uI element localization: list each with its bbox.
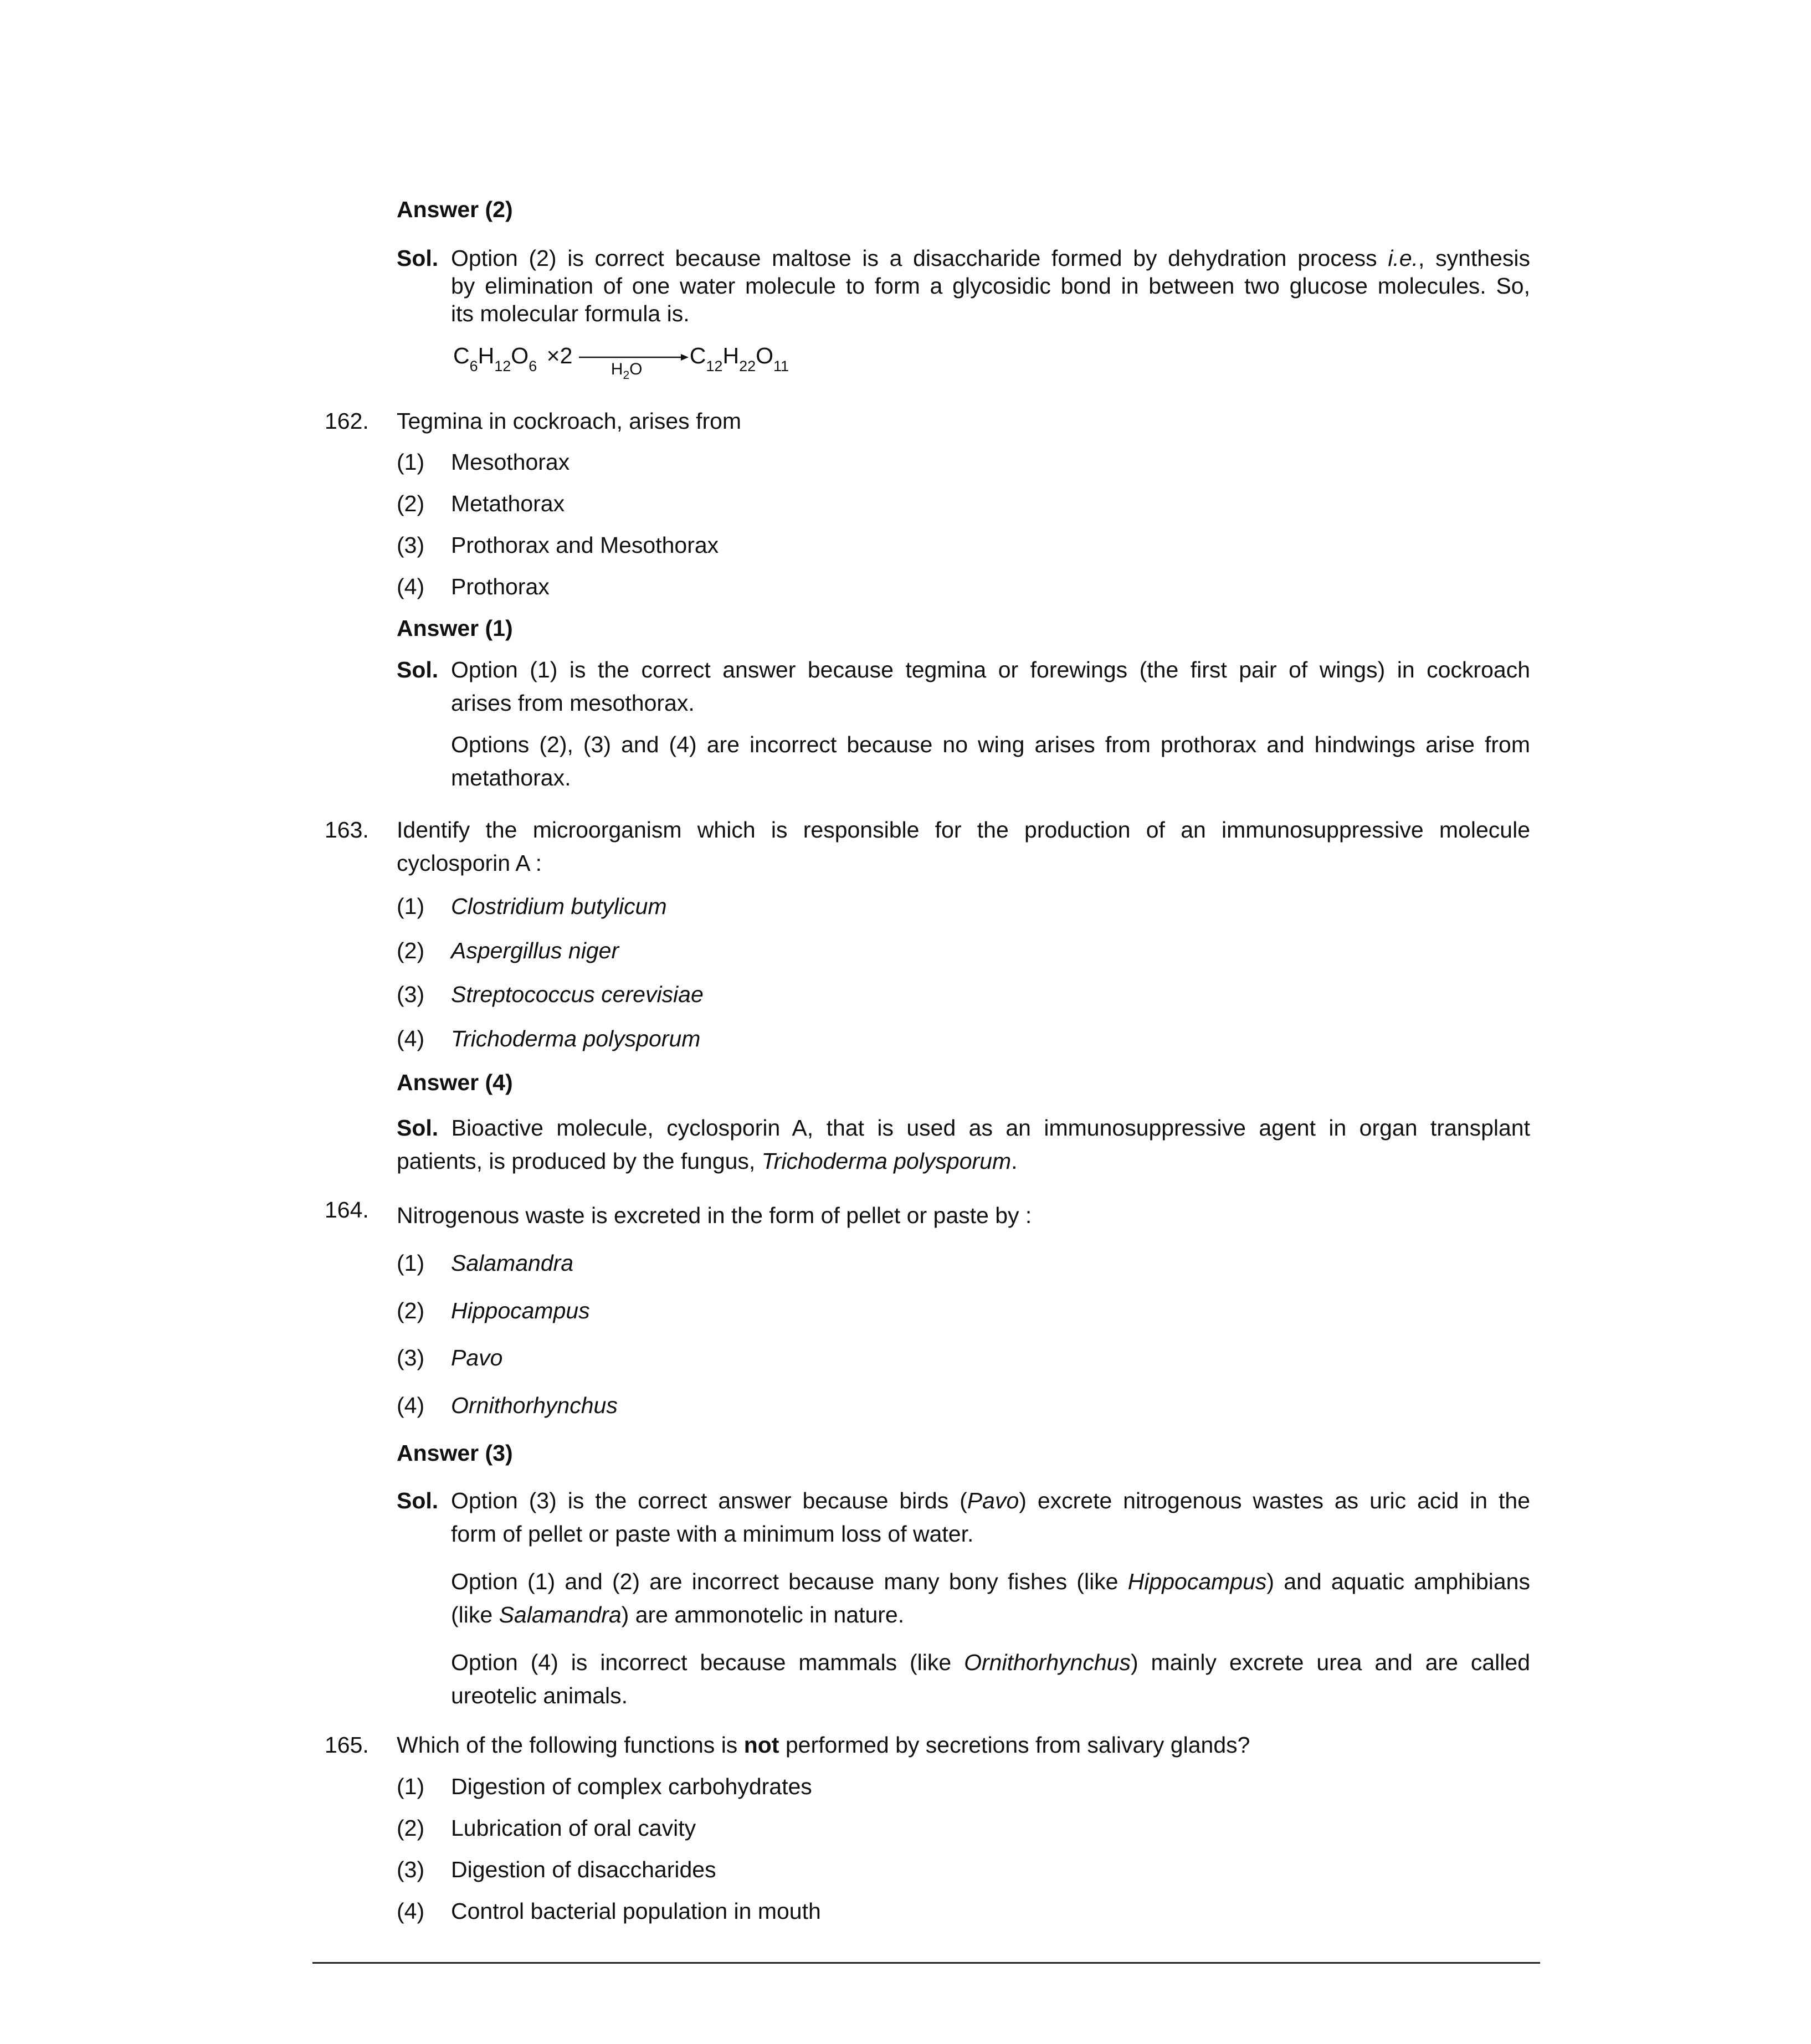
option-165-3: Digestion of disaccharides bbox=[451, 1857, 716, 1882]
sol-164-line-1: Option (3) is the correct answer because birds (Pavo) excrete nitrogenous wastes as uric acid in the bbox=[451, 1488, 1530, 1513]
option-162-4-num: (4) bbox=[397, 574, 425, 599]
sol-164-line-5: Option (4) is incorrect because mammals (like Ornithorhynchus) mainly excrete urea and are called bbox=[451, 1650, 1531, 1675]
option-165-2-num: (2) bbox=[397, 1815, 425, 1841]
question-164-text: Nitrogenous waste is excreted in the form of pellet or paste by : bbox=[397, 1203, 1032, 1228]
maltose-equation: $C_6H_{12}O_6 \times 2$ $H_2O$ $C_{12}H_{22}O_{11}$ bbox=[453, 339, 789, 375]
question-number-163: 163. bbox=[325, 817, 369, 843]
sol-164-line-3: Option (1) and (2) are incorrect because many bony fishes (like Hippocampus) and aquatic amphibians bbox=[451, 1569, 1530, 1594]
option-165-4-num: (4) bbox=[397, 1898, 425, 1924]
sol-label-164: Sol. bbox=[397, 1488, 439, 1513]
sol-163-line-2: patients, is produced by the fungus, Trichoderma polysporum. bbox=[397, 1148, 1018, 1174]
question-165-text: Which of the following functions is not performed by secretions from salivary glands? bbox=[397, 1732, 1250, 1758]
option-164-2-num: (2) bbox=[397, 1298, 425, 1323]
option-164-3-num: (3) bbox=[397, 1345, 425, 1370]
sol-164-line-4: (like Salamandra) are ammonotelic in nature. bbox=[451, 1602, 905, 1627]
question-number-164: 164. bbox=[325, 1197, 369, 1223]
sol-161-line-1: Option (2) is correct because maltose is a disaccharide formed by dehydration process i.e., synthesis bbox=[451, 245, 1530, 271]
option-162-1: Mesothorax bbox=[451, 449, 570, 475]
option-164-2: Hippocampus bbox=[451, 1298, 590, 1323]
question-163-line-2: cyclosporin A : bbox=[397, 850, 542, 876]
option-163-2-num: (2) bbox=[397, 938, 425, 963]
option-162-4: Prothorax bbox=[451, 574, 550, 599]
arrow-label: $H_2O$ bbox=[610, 360, 643, 382]
option-165-2: Lubrication of oral cavity bbox=[451, 1815, 696, 1841]
sol-162-line-3: Options (2), (3) and (4) are incorrect because no wing arises from prothorax and hindwings arise from bbox=[451, 732, 1530, 757]
option-162-2: Metathorax bbox=[451, 491, 565, 516]
answer-163: Answer (4) bbox=[397, 1070, 513, 1095]
option-163-4-num: (4) bbox=[397, 1026, 425, 1051]
question-162-text: Tegmina in cockroach, arises from bbox=[397, 408, 742, 434]
sol-164-line-6: ureotelic animals. bbox=[451, 1683, 628, 1708]
option-162-1-num: (1) bbox=[397, 449, 425, 475]
option-164-1-num: (1) bbox=[397, 1250, 425, 1276]
question-number-162: 162. bbox=[325, 408, 369, 434]
sol-161-line-3: its molecular formula is. bbox=[451, 301, 690, 326]
option-162-3-num: (3) bbox=[397, 532, 425, 558]
option-165-3-num: (3) bbox=[397, 1857, 425, 1882]
question-number-165: 165. bbox=[325, 1732, 369, 1758]
sol-162-line-2: arises from mesothorax. bbox=[451, 690, 695, 716]
option-163-1-num: (1) bbox=[397, 893, 425, 919]
option-162-2-num: (2) bbox=[397, 491, 425, 516]
sol-163-line-1: Sol. Bioactive molecule, cyclosporin A, that is used as an immunosuppressive agent in organ transplant bbox=[397, 1115, 1530, 1141]
option-165-1: Digestion of complex carbohydrates bbox=[451, 1774, 812, 1799]
option-165-4: Control bacterial population in mouth bbox=[451, 1898, 821, 1924]
option-164-1: Salamandra bbox=[451, 1250, 574, 1276]
question-163-line-1: Identify the microorganism which is responsible for the production of an immunosuppressive molecule bbox=[397, 817, 1530, 843]
option-163-3-num: (3) bbox=[397, 982, 425, 1007]
option-163-4: Trichoderma polysporum bbox=[451, 1026, 701, 1051]
option-163-2: Aspergillus niger bbox=[451, 938, 619, 963]
sol-161-line-2: by elimination of one water molecule to form a glycosidic bond in between two glucose molecules. So, bbox=[451, 273, 1530, 299]
sol-162-line-1: Option (1) is the correct answer because tegmina or forewings (the first pair of wings) in cockroach bbox=[451, 657, 1530, 682]
sol-label-162: Sol. bbox=[397, 657, 439, 682]
option-164-3: Pavo bbox=[451, 1345, 503, 1370]
sol-162-line-4: metathorax. bbox=[451, 765, 571, 790]
answer-164: Answer (3) bbox=[397, 1440, 513, 1466]
footer-rule bbox=[312, 1962, 1540, 1964]
answer-161: Answer (2) bbox=[397, 197, 513, 222]
option-165-1-num: (1) bbox=[397, 1774, 425, 1799]
answer-162: Answer (1) bbox=[397, 615, 513, 641]
reaction-arrow bbox=[579, 339, 690, 382]
option-164-4: Ornithorhynchus bbox=[451, 1393, 618, 1418]
option-163-1: Clostridium butylicum bbox=[451, 893, 667, 919]
option-164-4-num: (4) bbox=[397, 1393, 425, 1418]
sol-label-161: Sol. bbox=[397, 245, 439, 271]
option-162-3: Prothorax and Mesothorax bbox=[451, 532, 719, 558]
option-163-3: Streptococcus cerevisiae bbox=[451, 982, 704, 1007]
sol-164-line-2: form of pellet or paste with a minimum loss of water. bbox=[451, 1521, 974, 1547]
